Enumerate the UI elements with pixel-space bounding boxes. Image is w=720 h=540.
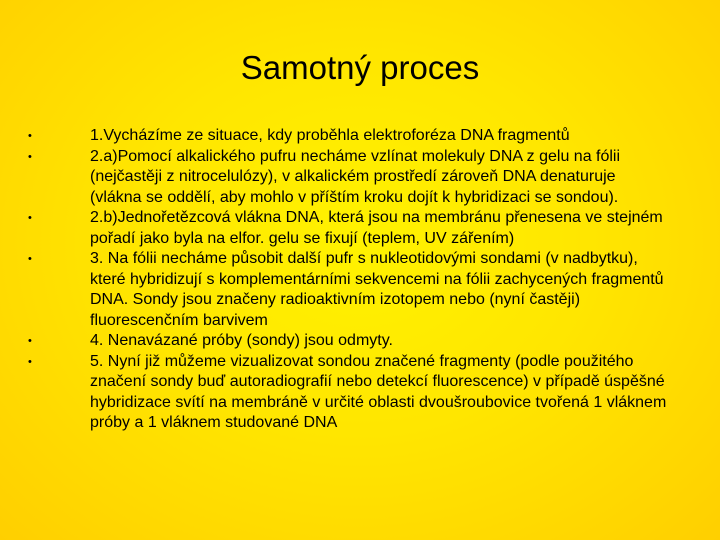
list-item <box>28 208 700 249</box>
bullet-text: 3. Na fólii necháme působit další pufr s nukleotidovými sondami (v nadbytku), které hybridizují s komplementárními sekvencemi na fólii zachycených fragmentů DNA. Sondy jsou značeny radioaktivním izotopem nebo (nyní častěji) fluorescenčním barvivem <box>90 250 664 329</box>
bullet-list <box>28 126 700 434</box>
list-item <box>28 331 700 352</box>
bullet-text: 1.Vycházíme ze situace, kdy proběhla elektroforéza DNA fragmentů <box>90 127 570 144</box>
bullet-text: 2.a)Pomocí alkalického pufru necháme vzlínat molekuly DNA z gelu na fólii (nejčastěji z nitrocelulózy), v alkalickém prostředí zároveň DNA denaturuje (vlákna se oddělí, aby mohlo v příštím kroku dojít k hybridizaci se sondou). <box>90 147 621 206</box>
bullet-icon: • <box>28 355 32 368</box>
bullet-icon: • <box>28 212 32 224</box>
bullet-icon: • <box>28 253 32 265</box>
bullet-text: 5. Nyní již můžeme vizualizovat sondou značené fragmenty (podle použitého značení sondy buď autoradiografií nebo detekcí fluorescence) v případě úspěšné hybridizace svítí na membráně v určité oblasti dvoušroubovice tvořená 1 vláknem próby a 1 vláknem studované DNA <box>90 352 667 431</box>
bullet-icon: • <box>28 130 32 142</box>
bullet-icon: • <box>28 335 32 347</box>
list-item <box>28 126 700 147</box>
list-item <box>28 249 700 331</box>
bullet-text: 2.b)Jednořetězcová vlákna DNA, která jsou na membránu přenesena ve stejném pořadí jako byla na elfor. gelu se fixují (teplem, UV zářením) <box>90 209 663 247</box>
list-item <box>28 147 700 209</box>
bullet-icon: • <box>28 150 32 163</box>
bullet-text: 4. Nenavázané próby (sondy) jsou odmyty. <box>90 332 393 349</box>
slide-title: Samotný proces <box>240 49 480 86</box>
list-item <box>28 352 700 434</box>
